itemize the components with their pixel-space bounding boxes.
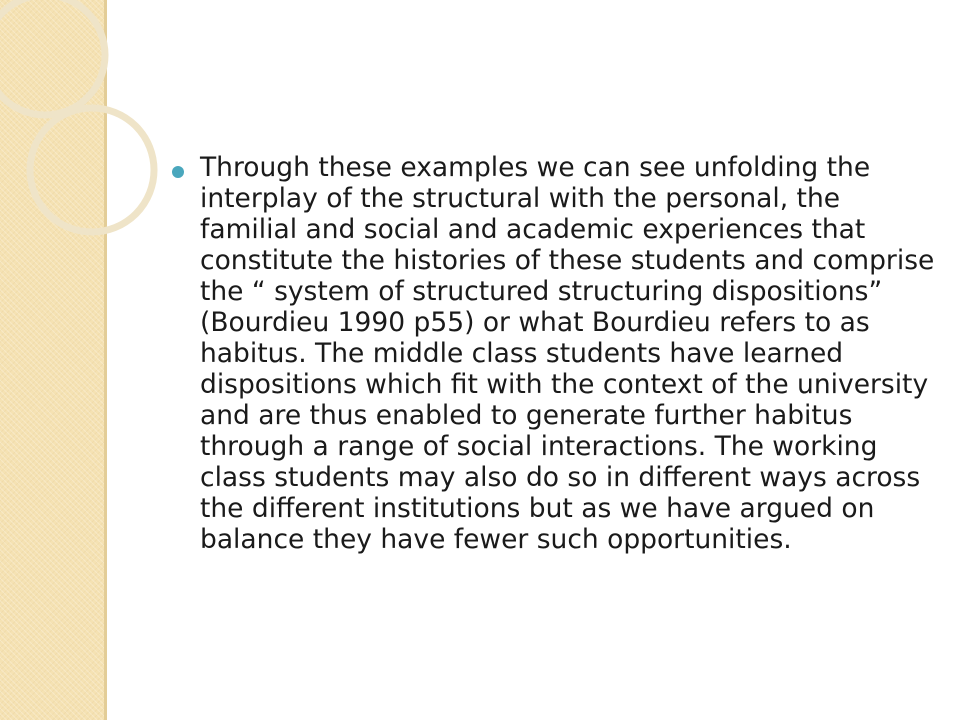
slide-body bbox=[172, 152, 942, 555]
decorative-rings bbox=[0, 0, 160, 260]
bullet-dot-icon bbox=[172, 166, 184, 178]
decorative-ring-large bbox=[0, 0, 105, 115]
bullet-text: Through these examples we can see unfolding the interplay of the structural with the personal, the familial and social and academic experiences that constitute the histories of these students and comprise the “ system of structured structuring dispositions” (Bourdieu 1990 p55) or what Bourdieu refers to as habitus. The middle class students have learned dispositions which fit with the context of the university and are thus enabled to generate further habitus through a range of social interactions. The working class students may also do so in different ways across the different institutions but as we have argued on balance they have fewer such opportunities. bbox=[200, 152, 935, 555]
decorative-ring-small bbox=[30, 108, 154, 232]
bullet-item bbox=[172, 152, 942, 555]
